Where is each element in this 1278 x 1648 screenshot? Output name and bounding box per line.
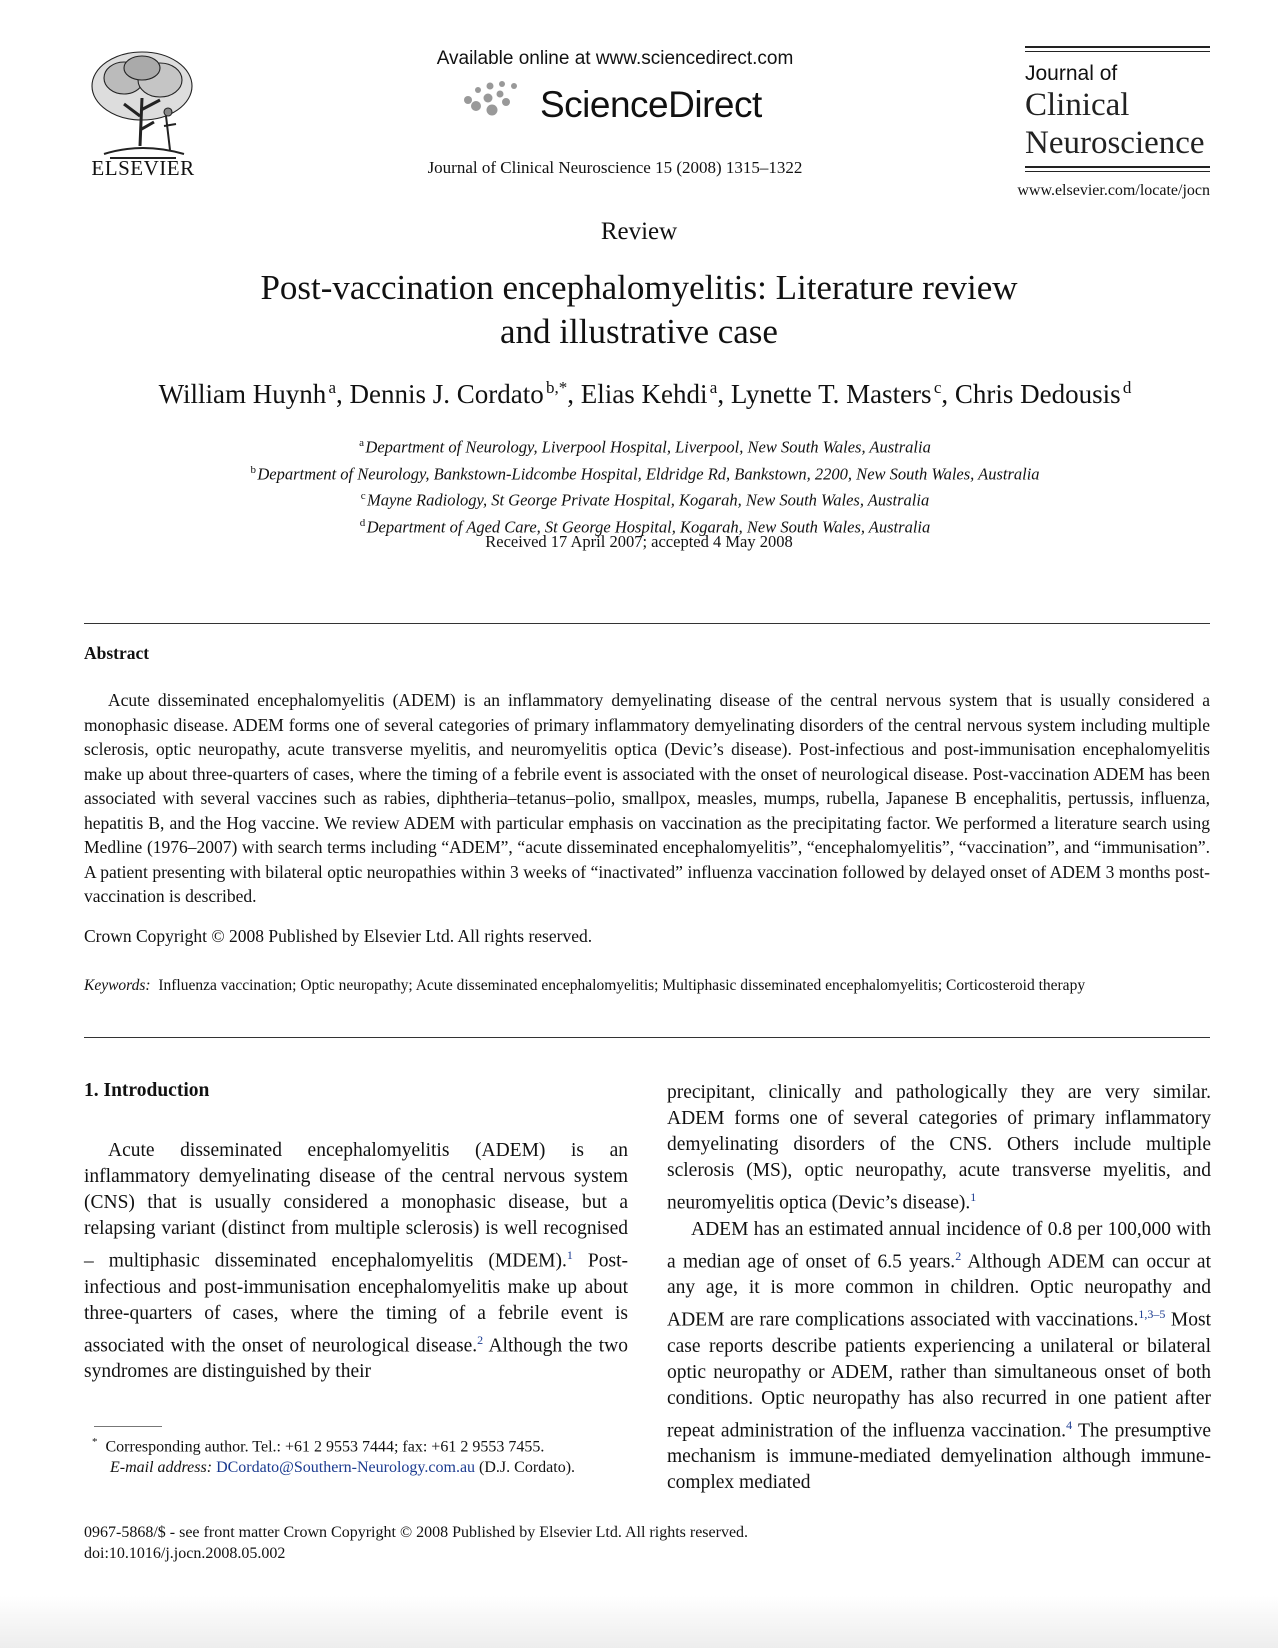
citation-link[interactable]: 4 (1066, 1417, 1073, 1432)
citation-link[interactable]: 2 (477, 1332, 484, 1347)
author-name: Dennis J. Cordato (349, 379, 544, 409)
paragraph: Acute disseminated encephalomyelitis (ADEM) is an inflammatory demyelinating disease of the central nervous system (CNS) that is usually considered a monophasic disease, but a relapsing variant (distinct from multiple sclerosis) is well recognised – multiphasic disseminated encephalomyelitis (MDEM).$^1$ Post-infectious and post-immunisation encephalomyelitis make up about three-quarters of cases, where the timing of a febrile event is associated with the onset of neurological disease.$^2$ Although the two syndromes are distinguished by their (84, 1140, 628, 1382)
keywords-label: Keywords: (84, 977, 151, 994)
email-link[interactable]: DCordato@Southern-Neurology.com.au (216, 1459, 476, 1477)
journal-url-link[interactable]: www.elsevier.com/locate/jocn (1017, 182, 1210, 199)
keywords (84, 975, 1210, 996)
affiliation-item: $^c$ Mayne Radiology, St George Private Hospital, Kogarah, New South Wales, Australia (360, 490, 930, 510)
affiliation-list (80, 432, 1210, 538)
journal-citation: Journal of Clinical Neuroscience 15 (2008) 1315–1322 (427, 158, 803, 177)
citation-link[interactable]: 1 (566, 1248, 573, 1262)
issn-block (84, 1522, 748, 1564)
publisher-name: ELSEVIER (91, 156, 195, 180)
divider (84, 1037, 1210, 1038)
author-name: Elias Kehdi (580, 379, 708, 409)
corresponding-author-footnote: * Corresponding author. Tel.: +61 2 9553 7444; fax: +61 2 9553 7455. E-mail address: DCordato@Southern-Neurology.com.au (D.J. Cordato). (92, 1436, 576, 1477)
author-name: Chris Dedousis (954, 379, 1121, 409)
author-name: William Huynh (158, 379, 327, 409)
section-heading-introduction: 1. Introduction (84, 1080, 210, 1101)
author-affiliation-mark: a (328, 378, 337, 397)
journal-title-box (1025, 46, 1210, 172)
left-column (84, 1138, 628, 1385)
article-title (150, 266, 1128, 354)
citation-link[interactable]: 1,3–5 (1138, 1307, 1166, 1321)
affiliation-item: $^a$ Department of Neurology, Liverpool Hospital, Liverpool, New South Wales, Australia (359, 437, 931, 457)
author-affiliation-mark: a (709, 378, 718, 397)
issn-line: 0967-5868/$ - see front matter Crown Copyright © 2008 Published by Elsevier Ltd. All rights reserved. (84, 1524, 749, 1541)
paragraph: precipitant, clinically and pathologically they are very similar. ADEM forms one of several categories of primary inflammatory demyelinating disorders of the CNS. Others include multiple sclerosis (MS), optic neuropathy, acute transverse myelitis, and neuromyelitis optica (Devic’s disease).$^1$ (667, 1082, 1211, 1214)
author-affiliation-mark: d (1122, 378, 1132, 397)
citation-link[interactable]: 1 (970, 1190, 977, 1204)
author-affiliation-mark: b,* (546, 378, 568, 397)
journal-box-line3: Neuroscience (1025, 125, 1205, 161)
abstract-copyright: Crown Copyright © 2008 Published by Elsevier Ltd. All rights reserved. (84, 926, 593, 946)
title-line-2: and illustrative case (500, 312, 778, 351)
journal-box-line1: Journal of (1025, 62, 1118, 85)
keywords-text: Influenza vaccination; Optic neuropathy; Acute disseminated encephalomyelitis; Multiphasic disseminated encephalomyelitis; Corticosteroid therapy (158, 977, 1086, 994)
author-list: William Huynh $^a$, Dennis J. Cordato $^{b,*}$, Elias Kehdi $^a$, Lynette T. Masters $^c$, Chris Dedousis $^d$ (158, 378, 1132, 409)
abstract-heading: Abstract (84, 643, 150, 663)
received-dates: Received 17 April 2007; accepted 4 May 2008 (485, 532, 793, 551)
sciencedirect-wordmark: ScienceDirect (540, 84, 762, 125)
page-bottom-shade (0, 1596, 1278, 1648)
footnote-divider (94, 1426, 162, 1427)
right-column (667, 1080, 1211, 1496)
author-affiliation-mark: c (933, 378, 942, 397)
available-online-text: Available online at www.sciencedirect.com (436, 48, 794, 69)
article-type: Review (600, 218, 678, 245)
footnote-mark: * (92, 1436, 98, 1448)
divider (84, 623, 1210, 624)
abstract-body (84, 688, 1210, 909)
journal-box-line2: Clinical (1025, 87, 1130, 123)
affiliation-item: $^d$ Department of Aged Care, St George Hospital, Kogarah, New South Wales, Australia (359, 516, 931, 536)
title-line-1: Post-vaccination encephalomyelitis: Literature review (260, 268, 1018, 307)
doi[interactable]: doi:10.1016/j.jocn.2008.05.002 (84, 1545, 286, 1562)
citation-link[interactable]: 2 (955, 1248, 962, 1263)
paragraph: ADEM has an estimated annual incidence of 0.8 per 100,000 with a median age of onset of 6.5 years.$^2$ Although ADEM can occur at any age, it is more common in children. Optic neuropathy and ADEM are rare complications associated with vaccinations.$^{1,3-5}$ Most case reports describe patients experiencing a unilateral or bilateral optic neuropathy or ADEM, rather than simultaneous onset of both conditions. Optic neuropathy has also recurred in one patient after repeat administration of the influenza vaccination.$^4$ The presumptive mechanism is immune-mediated demyelination although immune-complex mediated (667, 1218, 1211, 1493)
author-name: Lynette T. Masters (730, 379, 932, 409)
email-label: E-mail address: (110, 1459, 213, 1477)
abstract-text: Acute disseminated encephalomyelitis (ADEM) is an inflammatory demyelinating disease of the central nervous system that is usually considered a monophasic disease. ADEM forms one of several categories of primary inflammatory demyelinating disorders of the central nervous system including multiple sclerosis, optic neuropathy, acute transverse myelitis, and neuromyelitis optica (Devic’s disease). Post-infectious and post-immunisation encephalomyelitis make up about three-quarters of cases, where the timing of a febrile event is associated with the onset of neurological disease. Post-vaccination ADEM has been associated with several vaccines such as rabies, diphtheria–tetanus–polio, smallpox, measles, mumps, rubella, Japanese B encephalitis, pertussis, influenza, hepatitis B, and the Hog vaccine. We review ADEM with particular emphasis on vaccination as the precipitating factor. We performed a literature search using Medline (1976–2007) with search terms including “ADEM”, “acute disseminated encephalomyelitis”, “encephalomyelitis”, “vaccination”, and “immunisation”. A patient presenting with bilateral optic neuropathies within 3 weeks of “inactivated” influenza vaccination followed by delayed onset of ADEM 3 months post-vaccination is described. (84, 690, 1210, 906)
affiliation-item: $^b$ Department of Neurology, Bankstown-Lidcombe Hospital, Eldridge Rd, Bankstown, 2200, New South Wales, Australia (250, 463, 1040, 483)
